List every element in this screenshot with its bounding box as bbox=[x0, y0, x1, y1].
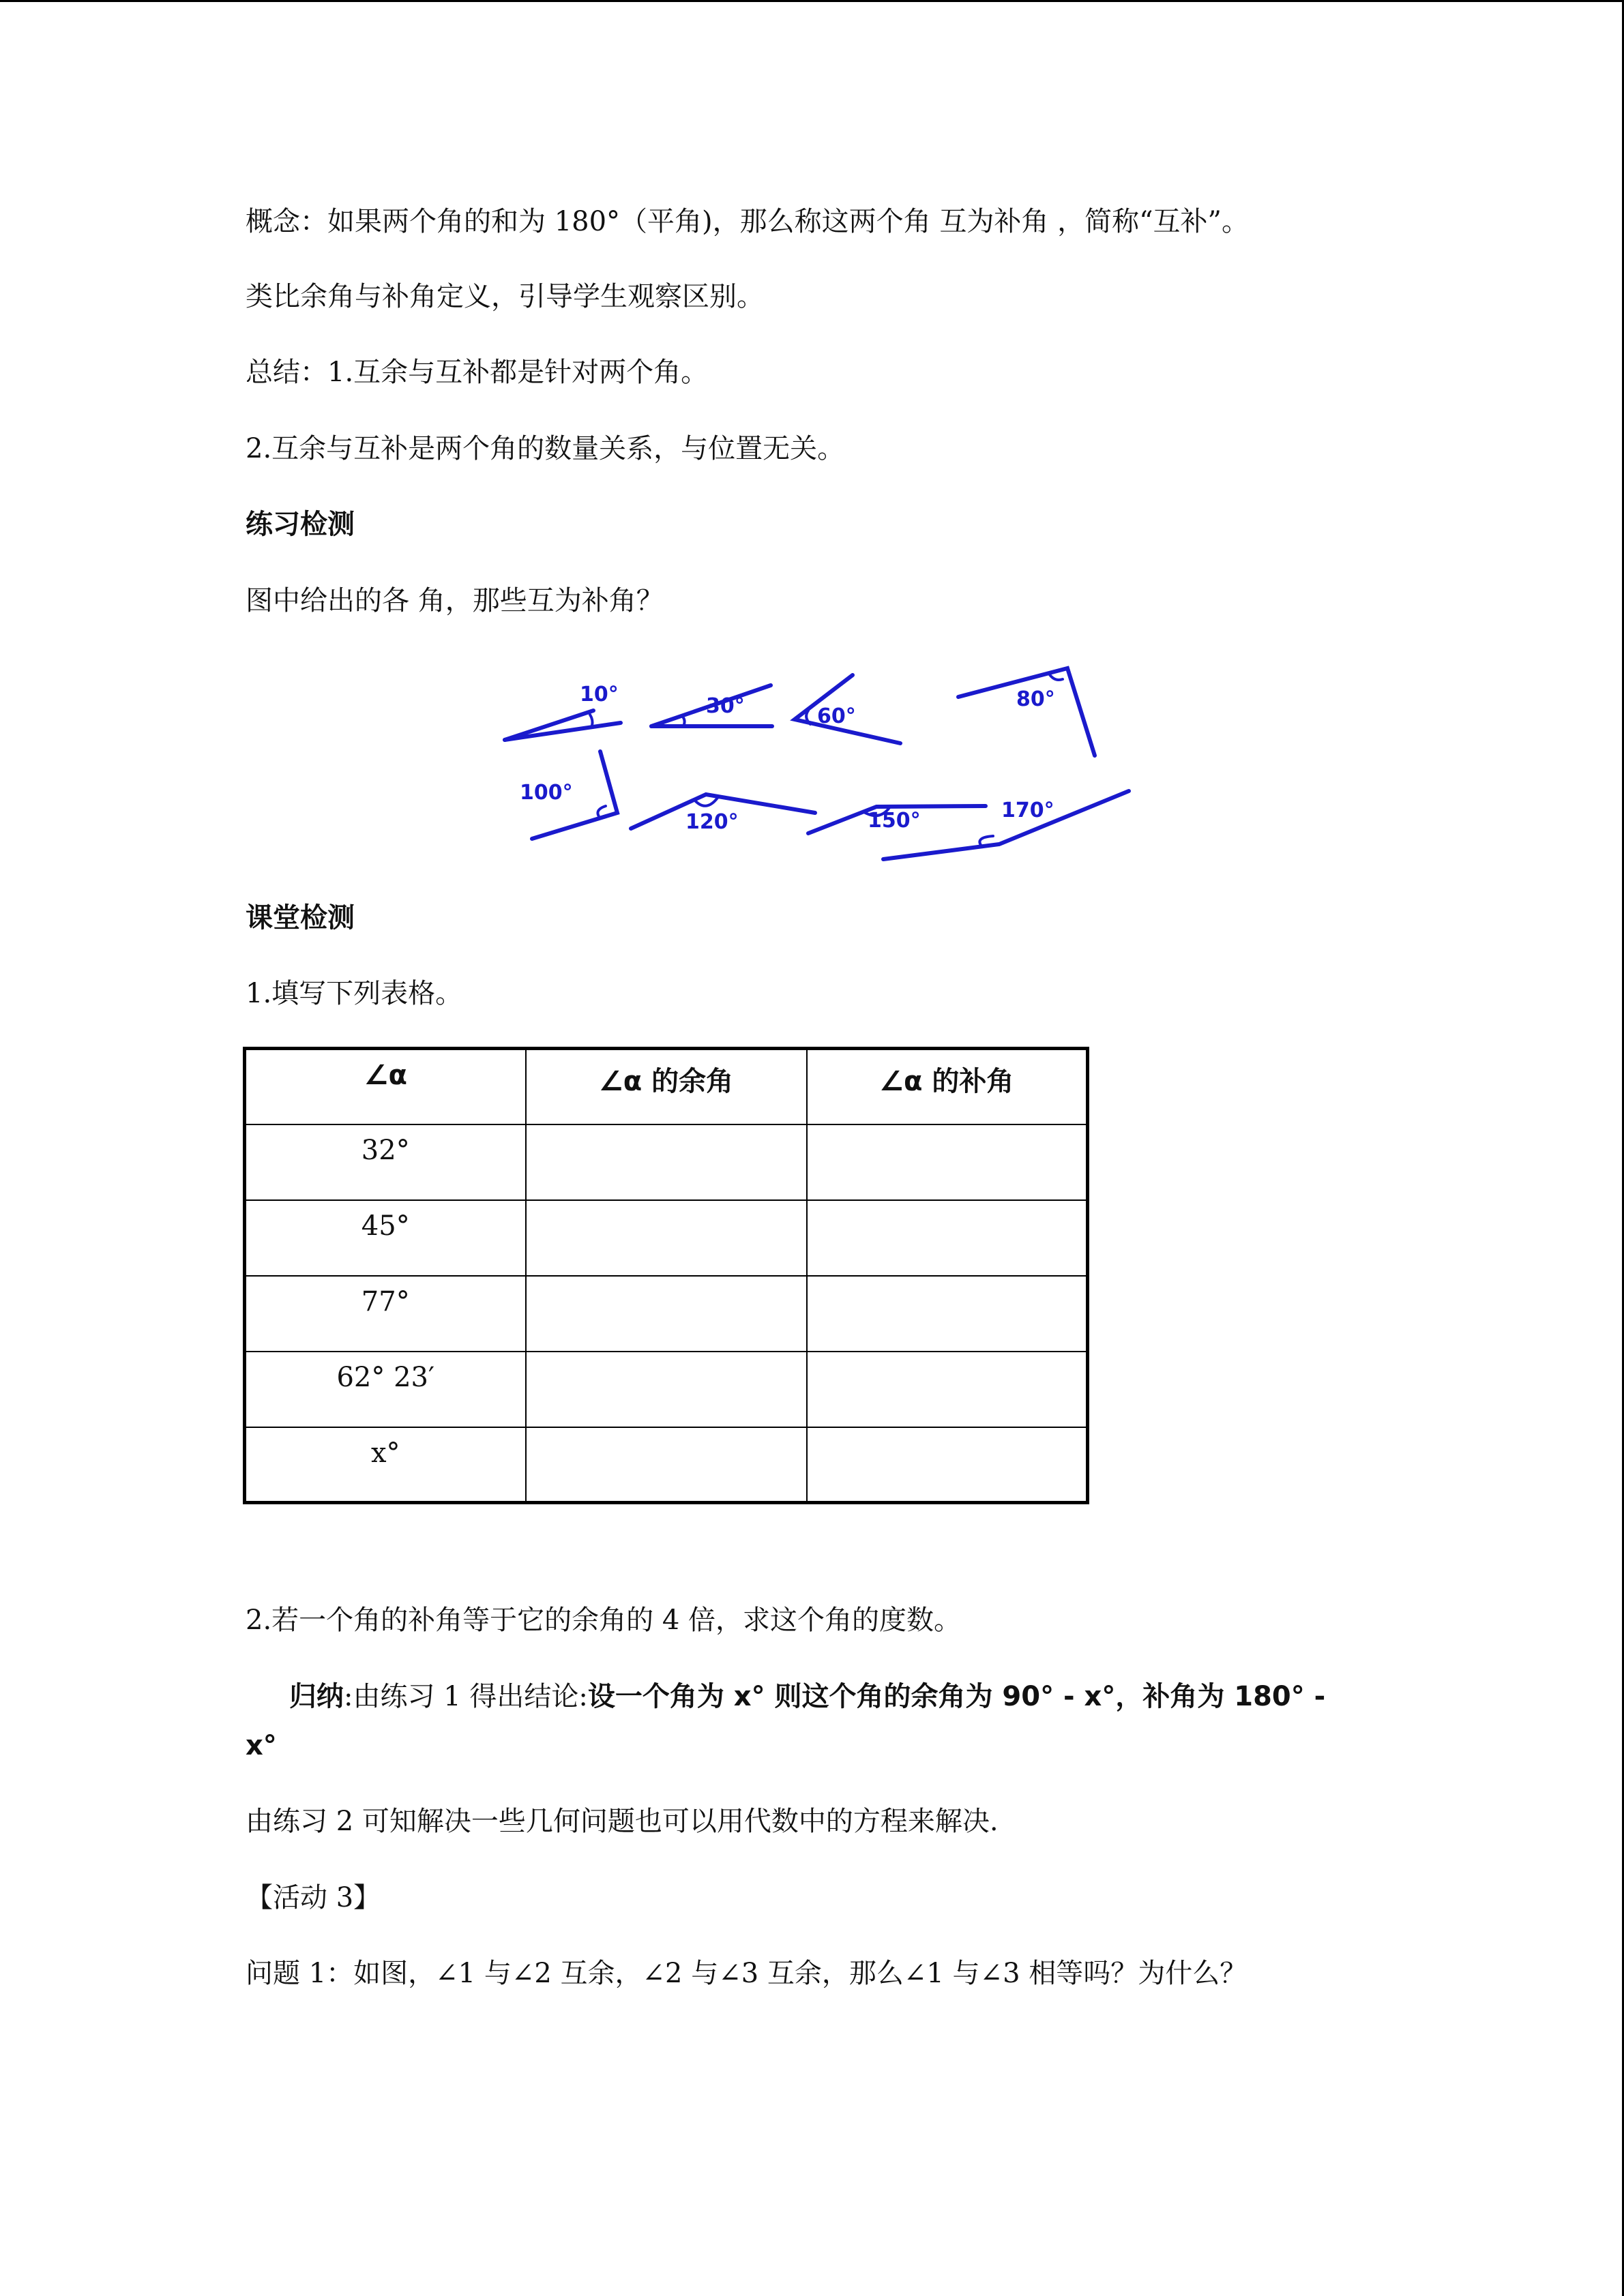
angle-table bbox=[243, 1047, 1089, 1504]
angle-label-3: 80° bbox=[1016, 687, 1055, 711]
activity-3-heading: 【活动 3】 bbox=[246, 1882, 381, 1913]
summary-point-2: 2.互余与互补是两个角的数量关系，与位置无关。 bbox=[246, 433, 845, 464]
angle-cell: 62° 23′ bbox=[245, 1352, 526, 1427]
page-top-border bbox=[0, 0, 1624, 2]
angle-cell: x° bbox=[245, 1427, 526, 1503]
supplement-cell bbox=[807, 1352, 1088, 1427]
supplement-cell bbox=[807, 1276, 1088, 1352]
table-header-row bbox=[245, 1049, 1088, 1124]
angle-arc-0 bbox=[590, 715, 593, 726]
angle-arms-3 bbox=[958, 668, 1095, 756]
complement-cell bbox=[526, 1124, 807, 1200]
angle-cell: 77° bbox=[245, 1276, 526, 1352]
supplement-cell bbox=[807, 1200, 1088, 1276]
angle-cell: 32° bbox=[245, 1124, 526, 1200]
induction-line bbox=[289, 1678, 1325, 1716]
complement-cell bbox=[526, 1200, 807, 1276]
angles-diagram bbox=[477, 655, 1160, 873]
practice-heading: 练习检测 bbox=[246, 509, 355, 540]
classroom-test-heading: 课堂检测 bbox=[246, 902, 355, 934]
practice-question: 图中给出的各 角，那些互为补角？ bbox=[246, 585, 664, 616]
angle-label-2: 60° bbox=[817, 704, 856, 728]
supplement-cell bbox=[807, 1427, 1088, 1503]
table-row bbox=[245, 1427, 1088, 1503]
angle-cell: 45° bbox=[245, 1200, 526, 1276]
header-angle: ∠α bbox=[245, 1049, 526, 1124]
induction-label: 归纳 bbox=[289, 1681, 344, 1712]
angle-label-4: 100° bbox=[520, 781, 573, 805]
summary-point-1: 总结：1.互余与互补都是针对两个角。 bbox=[246, 357, 709, 388]
angle-arms-0 bbox=[505, 711, 593, 740]
analogy-paragraph: 类比余角与补角定义，引导学生观察区别。 bbox=[246, 281, 764, 312]
complement-cell bbox=[526, 1276, 807, 1352]
angle-label-5: 120° bbox=[685, 810, 739, 834]
table-row bbox=[245, 1200, 1088, 1276]
supplement-cell bbox=[807, 1124, 1088, 1200]
header-complement: ∠α 的余角 bbox=[526, 1049, 807, 1124]
table-row bbox=[245, 1276, 1088, 1352]
question-2: 2.若一个角的补角等于它的余角的 4 倍，求这个角的度数。 bbox=[246, 1605, 962, 1636]
table-row bbox=[245, 1124, 1088, 1200]
table-row bbox=[245, 1352, 1088, 1427]
angle-arc-3 bbox=[1049, 674, 1063, 680]
angles-figure bbox=[477, 655, 1160, 873]
angle-arm-extra-0 bbox=[505, 723, 621, 740]
induction-conclusion: 设一个角为 x° 则这个角的余角为 90° - x°，补角为 180° - bbox=[587, 1681, 1326, 1712]
angle-label-6: 150° bbox=[868, 809, 921, 833]
angle-arc-2 bbox=[806, 711, 810, 724]
induction-continuation: x° bbox=[246, 1730, 277, 1761]
angle-label-0: 10° bbox=[580, 683, 619, 706]
problem-1: 问题 1：如图，∠1 与∠2 互余，∠2 与∠3 互余，那么∠1 与∠3 相等吗？为什么？ bbox=[246, 1958, 1247, 1989]
induction-intro: :由练习 1 得出结论: bbox=[344, 1681, 588, 1712]
angle-label-7: 170° bbox=[1001, 799, 1054, 822]
fill-table-instruction: 1.填写下列表格。 bbox=[246, 978, 463, 1009]
equation-note: 由练习 2 可知解决一些几何问题也可以用代数中的方程来解决. bbox=[246, 1806, 999, 1837]
complement-cell bbox=[526, 1352, 807, 1427]
concept-paragraph: 概念：如果两个角的和为 180°（平角)，那么称这两个角 互为补角 ，简称“互补”。 bbox=[246, 206, 1249, 237]
angle-label-1: 30° bbox=[706, 694, 745, 718]
complement-cell bbox=[526, 1427, 807, 1503]
header-supplement: ∠α 的补角 bbox=[807, 1049, 1088, 1124]
